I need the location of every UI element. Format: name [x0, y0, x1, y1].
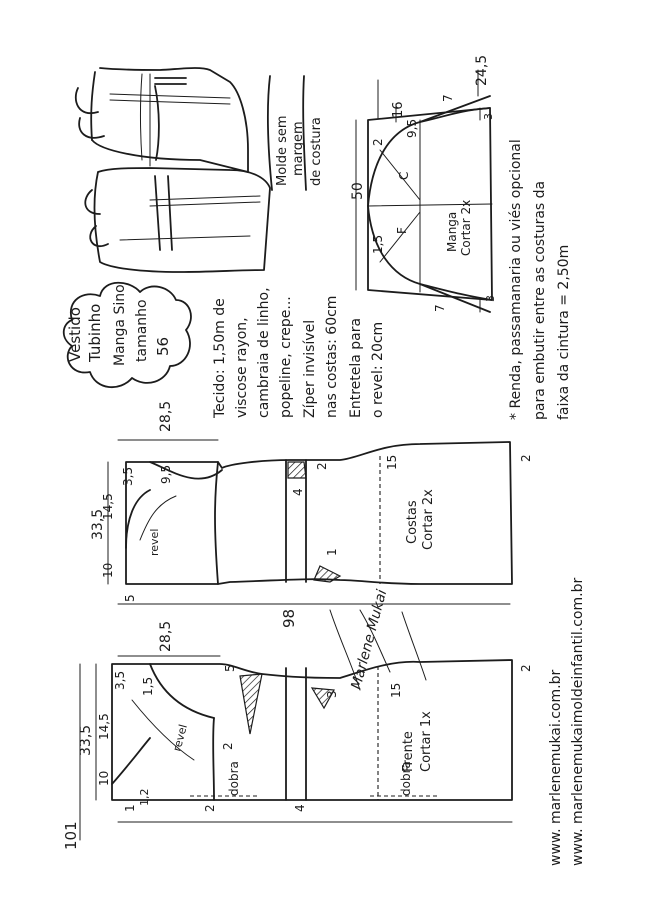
- url-1: www. marlenemukai.com.br: [548, 669, 564, 866]
- back-width-side: 33,5: [90, 508, 106, 540]
- front-m-15: 15: [389, 682, 403, 698]
- back-m-5: 5: [123, 594, 137, 602]
- url-2: www. marlenemukaimoldeinfantil.com.br: [570, 577, 586, 866]
- svg-text:faixa da cintura = 2,50m: faixa da cintura = 2,50m: [556, 244, 572, 420]
- sleeve-edge-3a: 3: [482, 113, 495, 120]
- title-block: [64, 283, 191, 387]
- front-dobra-1: dobra: [227, 761, 241, 796]
- svg-text:popeline, crepe...: popeline, crepe...: [278, 296, 294, 418]
- back-m-4: 4: [291, 488, 305, 496]
- title-line-1: Vestido: [66, 307, 84, 362]
- sleeve-mark-7a: 7: [441, 94, 455, 102]
- svg-text:nas costas: 60cm: nas costas: 60cm: [324, 295, 340, 418]
- svg-text:* Renda, passamanaria ou viés: * Renda, passamanaria ou viés opcional: [508, 139, 524, 420]
- sleeve-pattern: [350, 55, 497, 312]
- svg-text:margem: margem: [291, 121, 306, 176]
- seam-note: [268, 76, 324, 190]
- front-revel: revel: [170, 722, 190, 753]
- front-cut: Cortar 1x: [419, 711, 434, 772]
- title-line-3: Manga Sino: [112, 284, 128, 366]
- sleeve-name: Manga: [445, 211, 459, 252]
- sleeve-mark-7b: 7: [433, 304, 447, 312]
- svg-text:Molde sem: Molde sem: [275, 115, 290, 186]
- back-cut: Cortar 2x: [421, 489, 436, 550]
- back-name: Costas: [405, 500, 420, 544]
- svg-text:Marlene Mukai: Marlene Mukai: [348, 587, 391, 692]
- front-width-side: 33,5: [78, 724, 94, 756]
- sleeve-top-width: 24,5: [474, 54, 490, 86]
- sleeve-edge-3b: 3: [484, 295, 497, 302]
- back-m-2b: 2: [519, 454, 533, 462]
- back-m-15: 15: [385, 454, 399, 470]
- back-pattern: [90, 401, 533, 604]
- front-m-5: 5: [223, 664, 237, 672]
- back-m-95: 9,5: [159, 464, 173, 484]
- sleeve-label-a: 2: [371, 138, 385, 146]
- front-m-35: 3,5: [113, 670, 127, 690]
- sleeve-length: 50: [350, 182, 366, 200]
- back-m-145: 14,5: [101, 493, 115, 520]
- back-m-1: 1: [325, 548, 339, 556]
- sleeve-cap-a: 16: [391, 101, 406, 118]
- svg-text:Entretela para: Entretela para: [348, 317, 364, 418]
- front-m-1: 1: [123, 804, 137, 812]
- svg-text:Tecido: 1,50m de: Tecido: 1,50m de: [212, 298, 228, 418]
- front-m-10: 10: [97, 770, 111, 786]
- back-revel: revel: [148, 528, 161, 556]
- length-left: 101: [62, 821, 80, 850]
- title-size: 56: [154, 336, 172, 356]
- front-m-3: 3: [325, 690, 339, 698]
- svg-text:o revel: 20cm: o revel: 20cm: [370, 321, 386, 418]
- sleeve-cap-b: 9,5: [405, 118, 419, 138]
- title-line-4: tamanho: [134, 299, 150, 362]
- front-m-2b: 2: [203, 804, 217, 812]
- svg-text:Zíper invisível: Zíper invisível: [302, 319, 318, 418]
- svg-text:para embutir entre as costuras: para embutir entre as costuras da: [532, 180, 548, 420]
- back-m-2a: 2: [315, 462, 329, 470]
- front-dobra-2: dobra: [399, 761, 413, 796]
- front-m-2a: 2: [221, 742, 235, 750]
- dress-sketch: [76, 68, 270, 272]
- svg-text:viscose rayon,: viscose rayon,: [234, 317, 250, 418]
- front-m-4: 4: [293, 804, 307, 812]
- title-line-2: Tubinho: [86, 303, 104, 362]
- front-width-top: 28,5: [158, 620, 174, 652]
- sleeve-label-b: 1,5: [371, 234, 385, 254]
- front-m-12: 1,2: [138, 788, 151, 806]
- front-name: Frente: [401, 731, 416, 772]
- front-m-145: 14,5: [97, 713, 111, 740]
- back-m-10: 10: [101, 562, 115, 578]
- materials-text: [212, 287, 386, 419]
- sleeve-label-f: F: [395, 227, 409, 234]
- svg-text:de costura: de costura: [309, 117, 324, 186]
- length-total: 98: [280, 608, 298, 628]
- front-m-2c: 2: [519, 664, 533, 672]
- lace-note: [508, 139, 572, 420]
- front-m-15a: 1,5: [141, 676, 155, 696]
- svg-text:cambraia de linho,: cambraia de linho,: [256, 287, 272, 418]
- sleeve-label-c: C: [397, 171, 411, 180]
- sleeve-cut: Cortar 2x: [459, 199, 473, 256]
- front-pattern: [78, 621, 533, 822]
- back-width-top: 28,5: [158, 400, 174, 432]
- back-m-35: 3,5: [121, 466, 135, 486]
